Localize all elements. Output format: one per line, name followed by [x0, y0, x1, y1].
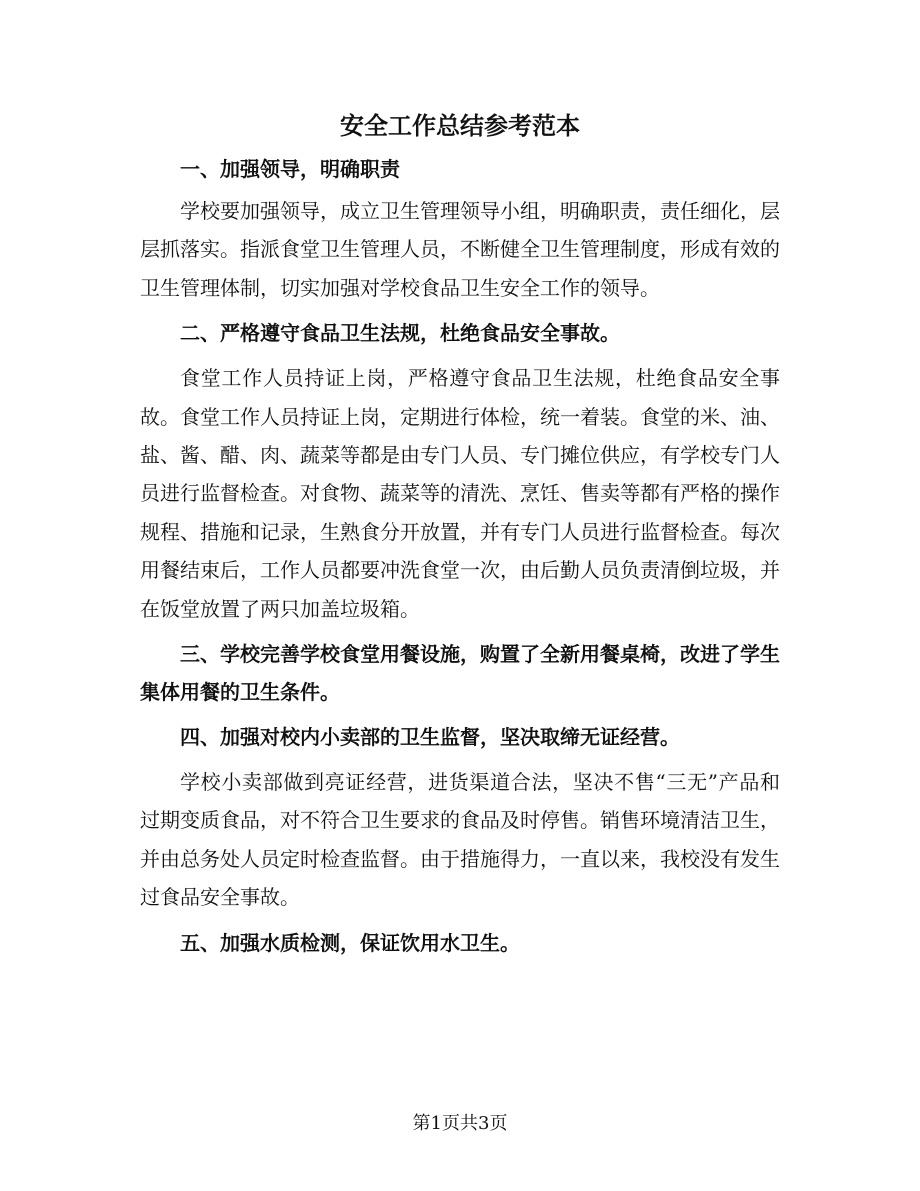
- page-footer: 第1页共3页: [412, 1113, 508, 1134]
- section-heading-2: 二、严格遵守食品卫生法规，杜绝食品安全事故。: [180, 321, 620, 346]
- section-heading-3: 三、学校完善学校食堂用餐设施，购置了全新用餐桌椅，改进了学生集体用餐的卫生条件。: [140, 642, 780, 705]
- section-paragraph-1: 学校要加强领导，成立卫生管理领导小组，明确职责，责任细化，层层抓落实。指派食堂卫生管理人员，不断健全卫生管理制度，形成有效的卫生管理体制，切实加强对学校食品卫生安全工作的领导。: [140, 199, 780, 300]
- section-heading-4: 四、加强对校内小卖部的卫生监督，坚决取缔无证经营。: [180, 725, 680, 750]
- section-paragraph-4: 学校小卖部做到亮证经营，进货渠道合法，坚决不售“三无”产品和过期变质食品，对不符合卫生要求的食品及时停售。销售环境清洁卫生，并由总务处人员定时检查监督。由于措施得力，一直以来，我校没有发生过食品安全事故。: [140, 770, 780, 910]
- section-paragraph-2: 食堂工作人员持证上岗，严格遵守食品卫生法规，杜绝食品安全事故。食堂工作人员持证上岗，定期进行体检，统一着装。食堂的米、油、盐、酱、醋、肉、蔬菜等都是由专门人员、专门摊位供应，有学校专门人员进行监督检查。对食物、蔬菜等的清洗、烹饪、售卖等都有严格的操作规程、措施和记录，生熟食分开放置，并有专门人员进行监督检查。每次用餐结束后，工作人员都要冲洗食堂一次，由后勤人员负责清倒垃圾，并在饭堂放置了两只加盖垃圾箱。: [140, 366, 780, 621]
- document-title: 安全工作总结参考范本: [340, 111, 580, 140]
- section-heading-1: 一、加强领导，明确职责: [180, 157, 400, 181]
- section-heading-5: 五、加强水质检测，保证饮用水卫生。: [180, 930, 520, 955]
- document-body: [140, 150, 780, 969]
